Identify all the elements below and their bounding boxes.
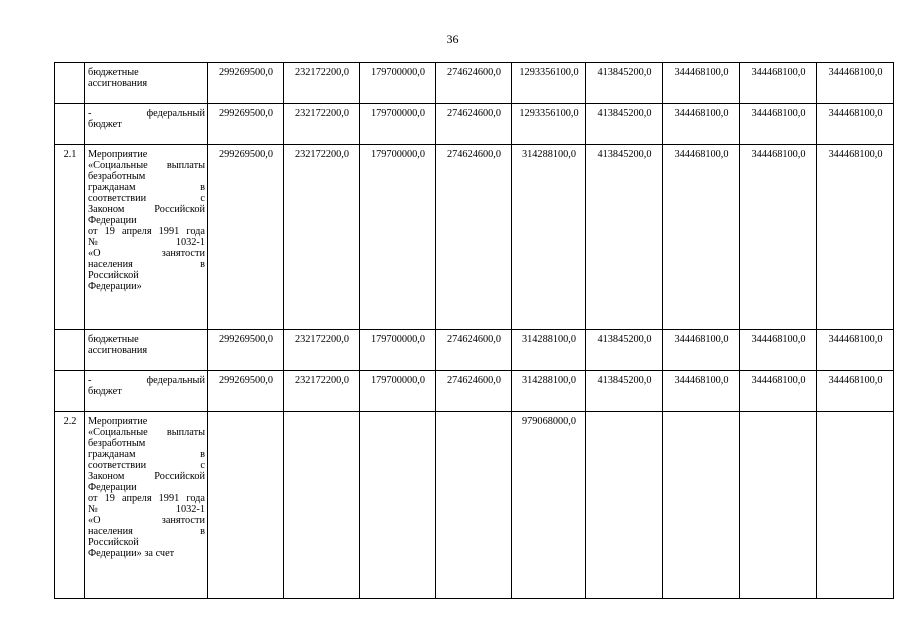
description-line: от 19 апреля 1991 года xyxy=(88,493,205,504)
amount-cell: 413845200,0 xyxy=(586,371,663,412)
row-number-cell xyxy=(55,371,85,412)
description-line: «О занятости xyxy=(88,515,205,526)
amount-cell: 344468100,0 xyxy=(663,330,740,371)
amount-cell: 344468100,0 xyxy=(740,63,817,104)
amount-cell: 232172200,0 xyxy=(284,330,360,371)
row-number-cell: 2.2 xyxy=(55,412,85,599)
amount-cell: 299269500,0 xyxy=(208,63,284,104)
description-line: Федерации xyxy=(88,482,137,493)
amount-cell: 344468100,0 xyxy=(663,145,740,330)
description-line: Законом Российской xyxy=(88,471,205,482)
description-line: Федерации» xyxy=(88,281,142,292)
description-line: - федеральный xyxy=(88,375,205,386)
amount-cell: 299269500,0 xyxy=(208,104,284,145)
amount-cell: 344468100,0 xyxy=(817,104,894,145)
amount-cell: 1293356100,0 xyxy=(512,104,586,145)
amount-cell: 344468100,0 xyxy=(740,104,817,145)
amount-cell xyxy=(663,412,740,599)
amount-cell: 344468100,0 xyxy=(663,104,740,145)
amount-cell: 179700000,0 xyxy=(360,371,436,412)
description-cell xyxy=(85,63,208,104)
description-cell xyxy=(85,145,208,330)
description-line: безработным xyxy=(88,438,146,449)
description-line: ассигнования xyxy=(88,78,148,89)
amount-cell: 179700000,0 xyxy=(360,145,436,330)
amount-cell: 232172200,0 xyxy=(284,63,360,104)
amount-cell: 344468100,0 xyxy=(740,371,817,412)
amount-cell: 274624600,0 xyxy=(436,371,512,412)
table-row xyxy=(55,371,894,412)
amount-cell: 979068000,0 xyxy=(512,412,586,599)
description-line: бюджет xyxy=(88,386,122,397)
amount-cell: 344468100,0 xyxy=(663,371,740,412)
description-line: населения в xyxy=(88,526,205,537)
amount-cell: 314288100,0 xyxy=(512,330,586,371)
description-line: Мероприятие xyxy=(88,416,148,427)
page-number: 36 xyxy=(446,32,459,46)
amount-cell: 274624600,0 xyxy=(436,330,512,371)
description-line: Федерации xyxy=(88,215,137,226)
description-line: Законом Российской xyxy=(88,204,205,215)
amount-cell: 299269500,0 xyxy=(208,330,284,371)
amount-cell: 413845200,0 xyxy=(586,145,663,330)
description-line: бюджет xyxy=(88,119,122,130)
table-row xyxy=(55,63,894,104)
description-line: № 1032-1 xyxy=(88,504,205,515)
description-cell xyxy=(85,371,208,412)
row-number-cell xyxy=(55,330,85,371)
description-line: «Социальные выплаты xyxy=(88,427,205,438)
amount-cell: 314288100,0 xyxy=(512,145,586,330)
description-line: бюджетные xyxy=(88,67,139,78)
table-row xyxy=(55,104,894,145)
description-line: Федерации» за счет xyxy=(88,548,175,559)
amount-cell: 274624600,0 xyxy=(436,63,512,104)
amount-cell: 179700000,0 xyxy=(360,63,436,104)
description-line: Мероприятие xyxy=(88,149,148,160)
amount-cell: 1293356100,0 xyxy=(512,63,586,104)
amount-cell: 232172200,0 xyxy=(284,145,360,330)
amount-cell: 274624600,0 xyxy=(436,145,512,330)
description-line: Российской xyxy=(88,270,139,281)
amount-cell: 299269500,0 xyxy=(208,145,284,330)
amount-cell: 413845200,0 xyxy=(586,63,663,104)
amount-cell xyxy=(284,412,360,599)
amount-cell xyxy=(360,412,436,599)
amount-cell xyxy=(208,412,284,599)
amount-cell: 344468100,0 xyxy=(817,145,894,330)
description-cell xyxy=(85,104,208,145)
amount-cell xyxy=(436,412,512,599)
description-line: соответствии с xyxy=(88,193,205,204)
table-row xyxy=(55,145,894,330)
description-line: «О занятости xyxy=(88,248,205,259)
amount-cell: 413845200,0 xyxy=(586,104,663,145)
row-number-cell xyxy=(55,63,85,104)
amount-cell: 344468100,0 xyxy=(740,145,817,330)
amount-cell xyxy=(817,412,894,599)
description-line: Российской xyxy=(88,537,139,548)
amount-cell xyxy=(740,412,817,599)
description-cell xyxy=(85,412,208,599)
amount-cell: 179700000,0 xyxy=(360,104,436,145)
description-line: № 1032-1 xyxy=(88,237,205,248)
amount-cell: 344468100,0 xyxy=(740,330,817,371)
description-line: ассигнования xyxy=(88,345,148,356)
budget-table xyxy=(54,62,894,599)
description-line: населения в xyxy=(88,259,205,270)
description-line: «Социальные выплаты xyxy=(88,160,205,171)
row-number-cell xyxy=(55,104,85,145)
amount-cell: 274624600,0 xyxy=(436,104,512,145)
amount-cell: 413845200,0 xyxy=(586,330,663,371)
row-number-cell: 2.1 xyxy=(55,145,85,330)
amount-cell: 344468100,0 xyxy=(817,63,894,104)
amount-cell: 232172200,0 xyxy=(284,371,360,412)
amount-cell xyxy=(586,412,663,599)
amount-cell: 344468100,0 xyxy=(663,63,740,104)
description-line: гражданам в xyxy=(88,182,205,193)
description-line: безработным xyxy=(88,171,146,182)
description-line: - федеральный xyxy=(88,108,205,119)
table-row xyxy=(55,412,894,599)
description-line: гражданам в xyxy=(88,449,205,460)
description-line: бюджетные xyxy=(88,334,139,345)
amount-cell: 232172200,0 xyxy=(284,104,360,145)
description-line: соответствии с xyxy=(88,460,205,471)
description-line: от 19 апреля 1991 года xyxy=(88,226,205,237)
amount-cell: 179700000,0 xyxy=(360,330,436,371)
amount-cell: 344468100,0 xyxy=(817,371,894,412)
amount-cell: 344468100,0 xyxy=(817,330,894,371)
description-cell xyxy=(85,330,208,371)
amount-cell: 299269500,0 xyxy=(208,371,284,412)
table-row xyxy=(55,330,894,371)
amount-cell: 314288100,0 xyxy=(512,371,586,412)
